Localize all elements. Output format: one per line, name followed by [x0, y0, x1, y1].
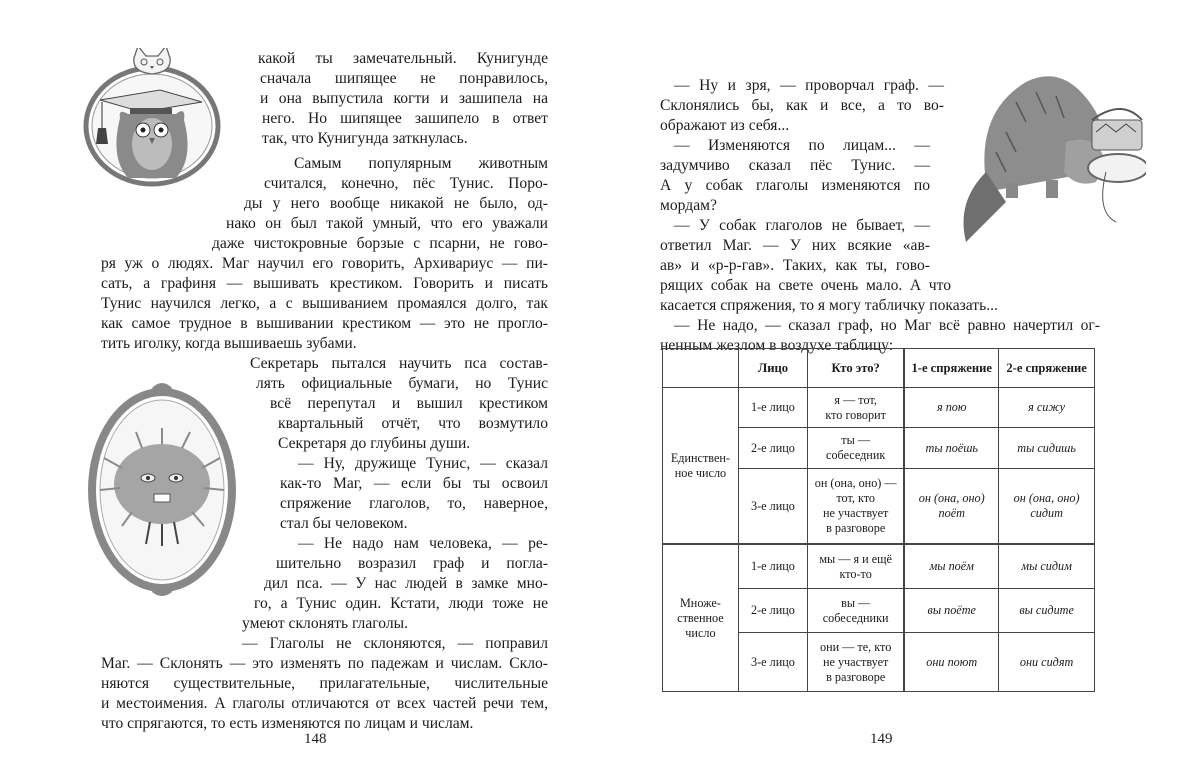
text-line: Секретарь пытался научить пса состав-: [250, 355, 548, 372]
conj2-cell: они сидят: [999, 633, 1095, 692]
who-cell: [808, 633, 905, 692]
page-number: 149: [870, 731, 893, 747]
table-header: 2-е спряжение: [999, 349, 1095, 388]
who-cell: [808, 544, 905, 589]
who-cell: [808, 589, 905, 633]
cell-line: ное число: [674, 465, 727, 480]
person-cell: 1-е лицо: [738, 544, 807, 589]
table-row: [663, 544, 1095, 589]
text-line: лять официальные бумаги, но Тунис: [256, 375, 548, 392]
who-cell: [808, 469, 905, 545]
text-line: мордам?: [660, 197, 717, 214]
cell-line: кто-то: [839, 566, 872, 581]
text-line: — Глаголы не склоняются, — поправил: [242, 635, 548, 652]
text-line: Секретаря до глубины души.: [278, 435, 471, 452]
text-line: даже чистокровные борзые с псарни, не гово-: [212, 235, 548, 252]
text-line: всё перепутал и вышил крестиком: [270, 395, 548, 412]
fluffy-creature-illustration: [82, 378, 242, 598]
who-cell: [808, 428, 905, 469]
text-line: дил пса. — У нас людей в замке мно-: [264, 575, 548, 592]
table-header: [663, 349, 739, 388]
conj1-cell: ты поёшь: [904, 428, 998, 469]
text-line: Маг. — Склонять — это изменять по падежам и числам. Скло-: [101, 655, 548, 672]
text-line: ненным жезлом в воздухе таблицу:: [660, 337, 894, 354]
cell-line: он (она, оно): [918, 491, 985, 505]
table-header: 1-е спряжение: [904, 349, 998, 388]
cell-line: он (она, оно) —: [814, 476, 897, 490]
text-line: ря уж о людях. Маг научил его говорить, Архивариус — пи-: [101, 255, 548, 272]
text-line: задумчиво сказал пёс Тунис. —: [660, 157, 930, 174]
text-line: умеют склонять глаголы.: [242, 615, 409, 632]
conj2-cell: вы сидите: [999, 589, 1095, 633]
cell-line: ственное: [677, 610, 724, 625]
cell-line: не участвует: [822, 654, 889, 669]
owl-illustration: [72, 48, 232, 188]
text-line: него. Но шипящее зашипело в ответ: [262, 110, 548, 127]
table-header: Кто это?: [808, 349, 905, 388]
conj1-cell: [904, 469, 998, 545]
cell-line: Единствен-: [670, 450, 730, 465]
page-number: 148: [304, 731, 327, 747]
text-line: касается спряжения, то я могу табличку показать...: [660, 297, 998, 314]
table-row: [663, 388, 1095, 428]
text-line: квартальный отчёт, что возмутило: [278, 415, 548, 432]
text-line: как самое трудное в вышивании крестиком — это не прогло-: [101, 315, 548, 332]
text-line: и она выпустила когти и зашипела на: [260, 90, 548, 107]
cell-line: в разговоре: [826, 669, 886, 684]
text-line: и местоимения. А глаголы отличаются от всех частей речи тем,: [101, 695, 548, 712]
text-line: нако он был такой умный, что его уважали: [226, 215, 548, 232]
conj2-cell: мы сидим: [999, 544, 1095, 589]
text-line: тить иголку, когда вышиваешь зубами.: [101, 335, 357, 352]
text-line: стал бы человеком.: [280, 515, 408, 532]
text-line: — Изменяются по лицам... —: [674, 137, 930, 154]
text-line: ав» и «р-р-гав». Таких, как ты, гово-: [660, 257, 930, 274]
person-cell: 3-е лицо: [738, 633, 807, 692]
cell-line: он (она, оно): [1013, 491, 1080, 505]
cell-line: число: [685, 625, 716, 640]
table-header-row: [663, 349, 1095, 388]
number-cell: [663, 544, 739, 692]
cell-line: тот, кто: [836, 491, 875, 505]
cell-line: они — те, кто: [820, 639, 892, 654]
text-line: Самым популярным животным: [294, 155, 548, 172]
text-line: как-то Маг, — если бы ты освоил: [280, 475, 548, 492]
text-line: — Не надо, — сказал граф, но Маг всё равно начертил ог-: [674, 317, 1100, 334]
text-line: что спрягаются, то есть изменяются по лицам и числам.: [101, 715, 474, 732]
text-line: — У собак глаголов не бывает, —: [674, 217, 930, 234]
text-line: — Ну, дружище Тунис, — сказал: [298, 455, 548, 472]
conj2-cell: я сижу: [999, 388, 1095, 428]
text-line: шительно возразил граф и погла-: [276, 555, 548, 572]
text-line: ды у него вообще никакой не было, од-: [244, 195, 548, 212]
text-line: так, что Кунигунда заткнулась.: [262, 130, 468, 147]
cell-line: мы — я и ещё: [819, 551, 892, 566]
cell-line: вы —: [841, 595, 871, 610]
conj1-cell: я пою: [904, 388, 998, 428]
cell-line: в разговоре: [826, 521, 886, 535]
conjugation-table: [662, 348, 1095, 692]
cell-line: собеседники: [822, 610, 889, 625]
text-line: какой ты замечательный. Кунигунде: [258, 50, 548, 67]
text-line: — Не надо нам человека, — ре-: [298, 535, 548, 552]
text-line: ображают из себя...: [660, 117, 790, 134]
text-line: — Ну и зря, — проворчал граф. —: [674, 77, 944, 94]
person-cell: 3-е лицо: [738, 469, 807, 545]
conj1-cell: вы поёте: [904, 589, 998, 633]
text-line: рящих собак на свете очень мало. А что: [660, 277, 951, 294]
cell-line: сидит: [1030, 506, 1063, 520]
text-line: А у собак глаголы изменяются по: [660, 177, 930, 194]
conj1-cell: они поют: [904, 633, 998, 692]
text-line: Склонялись бы, как и все, а то во-: [660, 97, 944, 114]
text-line: сать, а графиня — вышивать крестиком. Говорить и писать: [101, 275, 548, 292]
number-cell: [663, 388, 739, 545]
person-cell: 2-е лицо: [738, 428, 807, 469]
conj1-cell: мы поём: [904, 544, 998, 589]
text-line: ответил Маг. — У них всякие «ав-: [660, 237, 930, 254]
cell-line: Множе-: [679, 595, 721, 610]
conj2-cell: ты сидишь: [999, 428, 1095, 469]
person-cell: 2-е лицо: [738, 589, 807, 633]
cell-line: ты —: [841, 433, 871, 447]
text-line: Тунис научился легко, а с вышиванием промаялся долго, так: [101, 295, 548, 312]
text-line: го, а Тунис один. Кстати, люди тоже не: [254, 595, 548, 612]
conj2-cell: [999, 469, 1095, 545]
cell-line: кто говорит: [825, 407, 886, 422]
text-line: няются существительные, прилагательные, числительные: [101, 675, 548, 692]
text-line: сначала шипящее не понравилось,: [260, 70, 548, 87]
right-page: [600, 0, 1200, 782]
table-header: Лицо: [738, 349, 807, 388]
person-cell: 1-е лицо: [738, 388, 807, 428]
text-line: спряжение глаголов, то, наверное,: [280, 495, 548, 512]
dog-embroidering-illustration: [946, 52, 1146, 262]
cell-line: я — тот,: [834, 392, 877, 407]
who-cell: [808, 388, 905, 428]
text-line: считался, конечно, пёс Тунис. Поро-: [264, 175, 548, 192]
cell-line: собеседник: [826, 448, 886, 462]
cell-line: поёт: [938, 506, 965, 520]
cell-line: не участвует: [822, 506, 889, 520]
